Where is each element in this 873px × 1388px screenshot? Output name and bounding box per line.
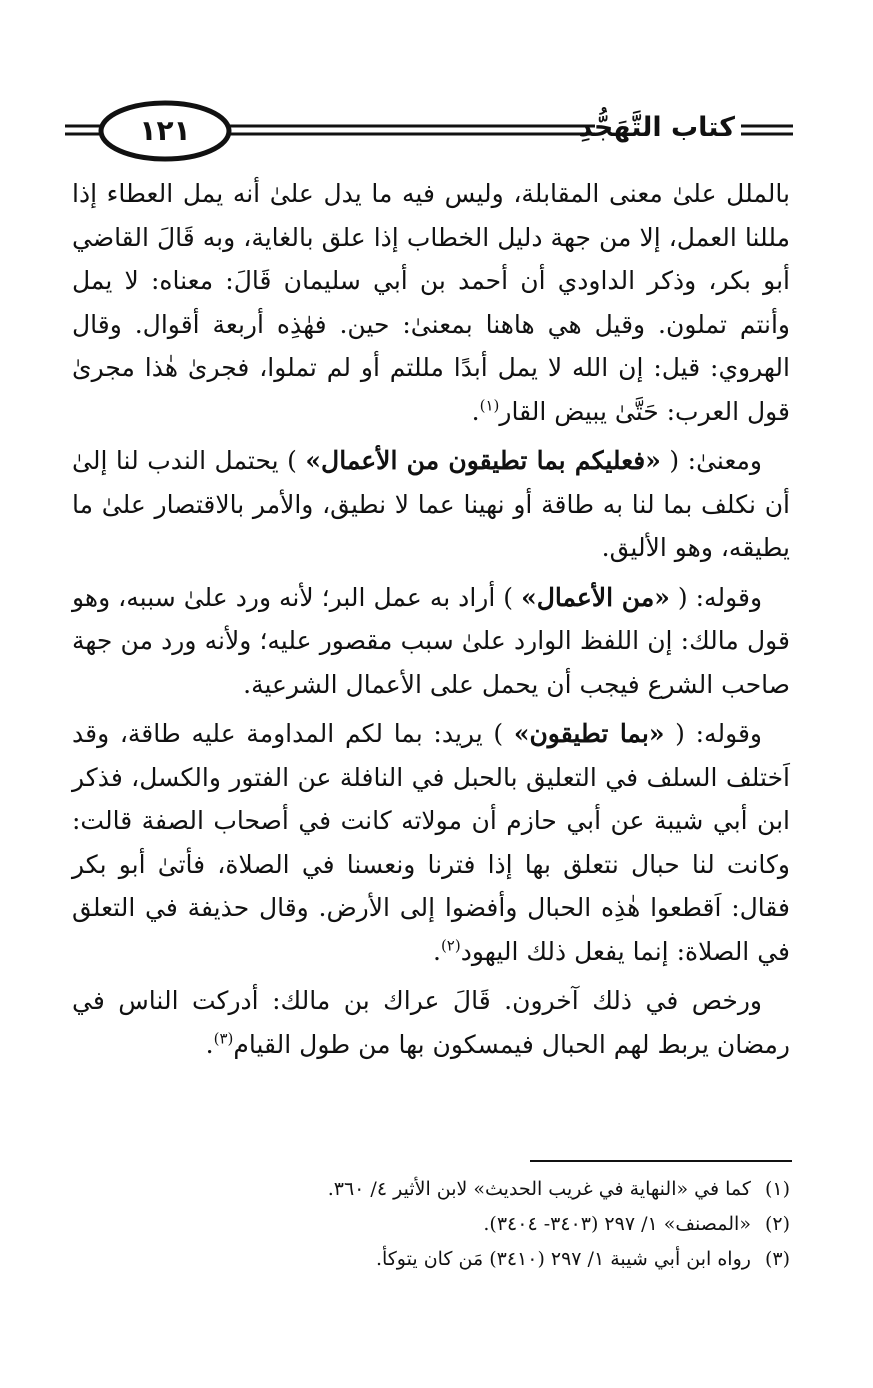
footnote-number: (٢)	[764, 1213, 790, 1235]
paragraph-1-end: .	[471, 396, 480, 426]
paragraph-4	[72, 712, 790, 973]
paragraph-2-lead: ومعنىٰ: (	[660, 446, 762, 475]
footnotes	[72, 1172, 790, 1277]
footnote-ref-3: (٣)	[213, 1029, 234, 1048]
paragraph-4-text: ) يريد: بما لكم المداومة عليه طاقة، وقد اَختلف السلف في التعليق بالحبل في النافلة عن الفتور والكسل، فذكر ابن أبي شيبة عن أبي حازم أن مولاته كانت في أصحاب الصفة قالت: وكانت لنا حبال نتعلق بها إذا فترنا ونعسنا في الصلاة، فأتىٰ أبو بكر فقال: اَقطعوا هٰذِه الحبال وأفضوا إلى الأرض. وقال حذيفة في التعلق في الصلاة: إنما يفعل ذلك اليهود	[72, 719, 790, 966]
paragraph-4-end: .	[432, 936, 441, 966]
paragraph-1	[72, 172, 790, 433]
book-title: كتاب التَّهَجُّدِ	[578, 112, 735, 143]
paragraph-3-lead: وقوله: (	[669, 582, 763, 612]
main-text	[72, 172, 790, 1072]
hadith-quote-1: «فعليكم بما تطيقون من الأعمال»	[305, 446, 661, 475]
footnote-text: «المصنف» ١/ ٢٩٧ (٣٤٠٣- ٣٤٠٤).	[483, 1213, 751, 1235]
paragraph-3-text: ) أراد به عمل البر؛ لأنه ورد علىٰ سببه، وهو قول مالك: إن اللفظ الوارد علىٰ سبب مقصور عليه؛ ولأنه ورد من جهة صاحب الشرع فيجب أن يحمل على الأعمال الشرعية.	[72, 582, 790, 699]
hadith-quote-3: «بما تطيقون»	[513, 719, 665, 748]
footnote-2	[72, 1207, 790, 1242]
footnote-text: رواه ابن أبي شيبة ١/ ٢٩٧ (٣٤١٠) مَن كان يتوكأ.	[375, 1248, 751, 1270]
page-number: ١٢١	[139, 114, 191, 147]
footnote-text: كما في «النهاية في غريب الحديث» لابن الأثير ٤/ ٣٦٠.	[327, 1178, 751, 1200]
paragraph-5-end: .	[205, 1029, 214, 1059]
paragraph-4-lead: وقوله: (	[664, 719, 763, 748]
footnote-ref-1: (١)	[479, 396, 500, 415]
paragraph-2-text: ) يحتمل الندب لنا إلىٰ أن نكلف بما لنا به طاقة أو نهينا عما لا نطيق، والأمر بالاقتصار علىٰ ما يطيقه، وهو الأليق.	[72, 446, 790, 562]
footnote-1	[72, 1172, 790, 1207]
paragraph-3	[72, 576, 790, 707]
page-header	[65, 98, 795, 168]
paragraph-2	[72, 439, 790, 570]
footnote-3	[72, 1242, 790, 1277]
footnote-separator	[530, 1160, 792, 1162]
hadith-quote-2: «من الأعمال»	[521, 582, 670, 612]
paragraph-5	[72, 979, 790, 1066]
footnote-ref-2: (٢)	[440, 936, 461, 955]
paragraph-5-text: ورخص في ذلك آخرون. قَالَ عراك بن مالك: أدركت الناس في رمضان يربط لهم الحبال فيمسكون بها من طول القيام	[72, 986, 790, 1059]
footnote-number: (١)	[764, 1178, 790, 1200]
footnote-number: (٣)	[764, 1248, 790, 1270]
paragraph-1-text: بالملل علىٰ معنى المقابلة، وليس فيه ما يدل علىٰ أنه يمل العطاء إذا مللنا العمل، إلا من جهة دليل الخطاب إذا علق بالغاية، وبه قَالَ القاضي أبو بكر، وذكر الداودي أن أحمد بن أبي سليمان قَالَ: معناه: لا يمل وأنتم تملون. وقيل هي هاهنا بمعنىٰ: حين. فهٰذِه أربعة أقوال. وقال الهروي: قيل: إن الله لا يمل أبدًا مللتم أو لم تملوا، فجرىٰ هٰذا مجرىٰ قول العرب: حَتَّىٰ يبيض القار	[72, 179, 790, 426]
